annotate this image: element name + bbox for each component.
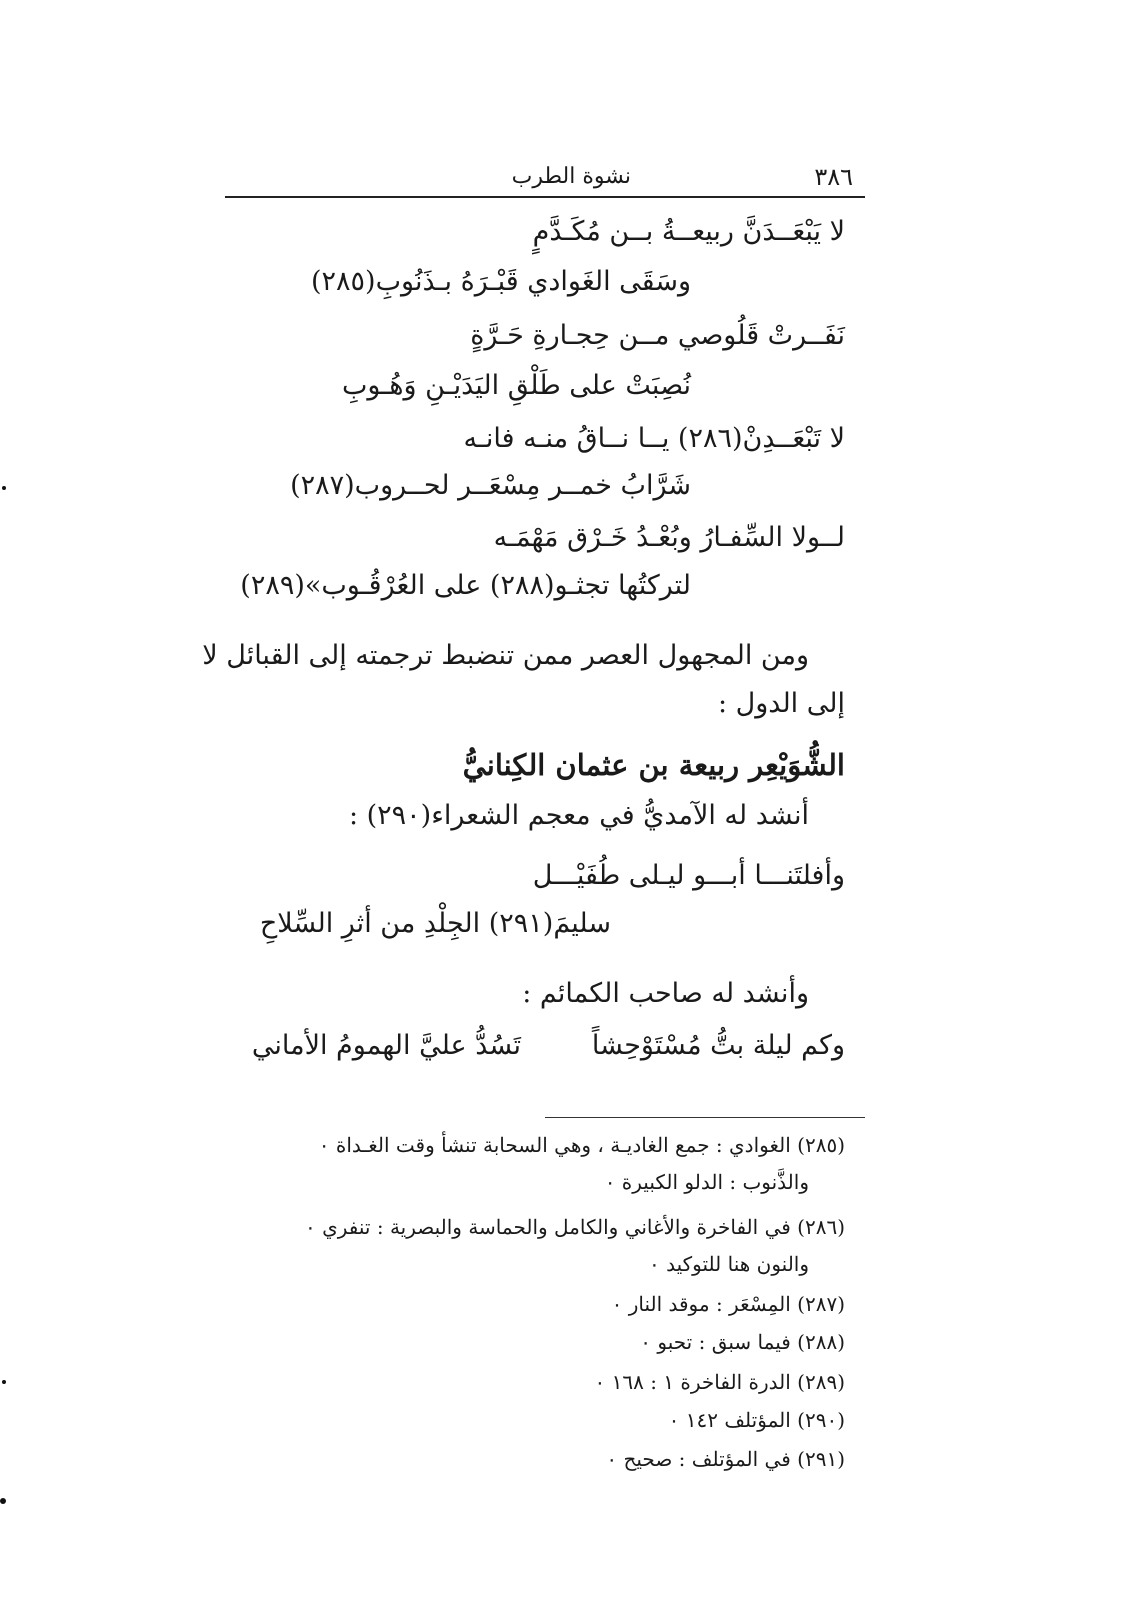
footnote: (٢٩١) في المؤتلف : صحيح ٠ (606, 1447, 845, 1471)
verse-line: وسَقَى الغَوادي قَبْـرَهُ بـذَنُوبِ(٢٨٥) (310, 266, 691, 297)
paragraph-line: إلى الدول : (717, 688, 845, 719)
verse-line: شَرَّابُ خمــر مِسْعَــر لحــروب(٢٨٧) (290, 470, 691, 501)
scan-speck (2, 486, 6, 490)
verse-first-hemistich: وكم ليلة بتُّ مُسْتَوْحِشاً (591, 1030, 845, 1061)
footnote-rule (545, 1117, 865, 1118)
verse-line: لــولا السِّفـارُ وبُعْـدُ خَـرْق مَهْمَـه (493, 522, 845, 553)
footnote: (٢٨٩) الدرة الفاخرة ١ : ١٦٨ ٠ (594, 1370, 845, 1394)
footnote: (٢٨٨) فيما سبق : تحبو ٠ (640, 1330, 845, 1354)
page-number: ٣٨٦ (814, 163, 853, 191)
footnote-continuation: والنون هنا للتوكيد ٠ (649, 1252, 809, 1276)
verse-line: لا تَبْعَــدِنْ(٢٨٦) يــا نــاقُ منـه فانـه (463, 423, 845, 454)
intro-line: أنشد له الآمديُّ في معجم الشعراء(٢٩٠) : (348, 800, 809, 831)
verse-line: وأفلتَنـــا أبـــو ليـلى طُفَيْـــل (532, 860, 845, 891)
verse-line: لا يَبْعَــدَنَّ ربيعــةُ بــن مُكَـدَّمٍ (532, 216, 845, 247)
footnote: (٢٨٦) في الفاخرة والأغاني والكامل والحماسة والبصرية : تنفري ٠ (304, 1215, 845, 1239)
section-heading: الشُّوَيْعِر ربيعة بن عثمان الكِنانيُّ (462, 748, 845, 782)
intro-line: وأنشد له صاحب الكمائم : (522, 978, 809, 1009)
header-rule (225, 196, 865, 198)
verse-line: لتركتُها تجثـو(٢٨٨) على العُرْقُـوب»(٢٨٩) (240, 570, 691, 601)
verse-line: سليمَ(٢٩١) الجِلْدِ من أثرِ السِّلاحِ (259, 908, 611, 939)
footnote: (٢٩٠) المؤتلف ١٤٢ ٠ (668, 1408, 845, 1432)
footnote: (٢٨٧) المِسْعَر : موقد النار ٠ (611, 1292, 845, 1316)
scan-speck (2, 1380, 6, 1384)
verse-line: نُصِبَتْ على طَلْقِ اليَدَيْـنِ وَهُـوبِ (342, 370, 691, 401)
verse-second-hemistich: تَسُدُّ عليَّ الهمومُ الأماني (251, 1030, 521, 1061)
paragraph-line: ومن المجهول العصر ممن تنضبط ترجمته إلى القبائل لا (202, 640, 809, 671)
scan-speck (0, 1498, 6, 1504)
footnote: (٢٨٥) الغوادي : جمع الغاديـة ، وهي السحابة تنشأ وقت الغـداة ٠ (318, 1133, 845, 1157)
running-title: نشوة الطرب (511, 164, 631, 189)
verse-line: نَفَــرتْ قَلُوصي مــن حِجـارةِ حَـرَّةٍ (470, 320, 845, 351)
footnote-continuation: والذَّنوب : الدلو الكبيرة ٠ (604, 1170, 809, 1194)
